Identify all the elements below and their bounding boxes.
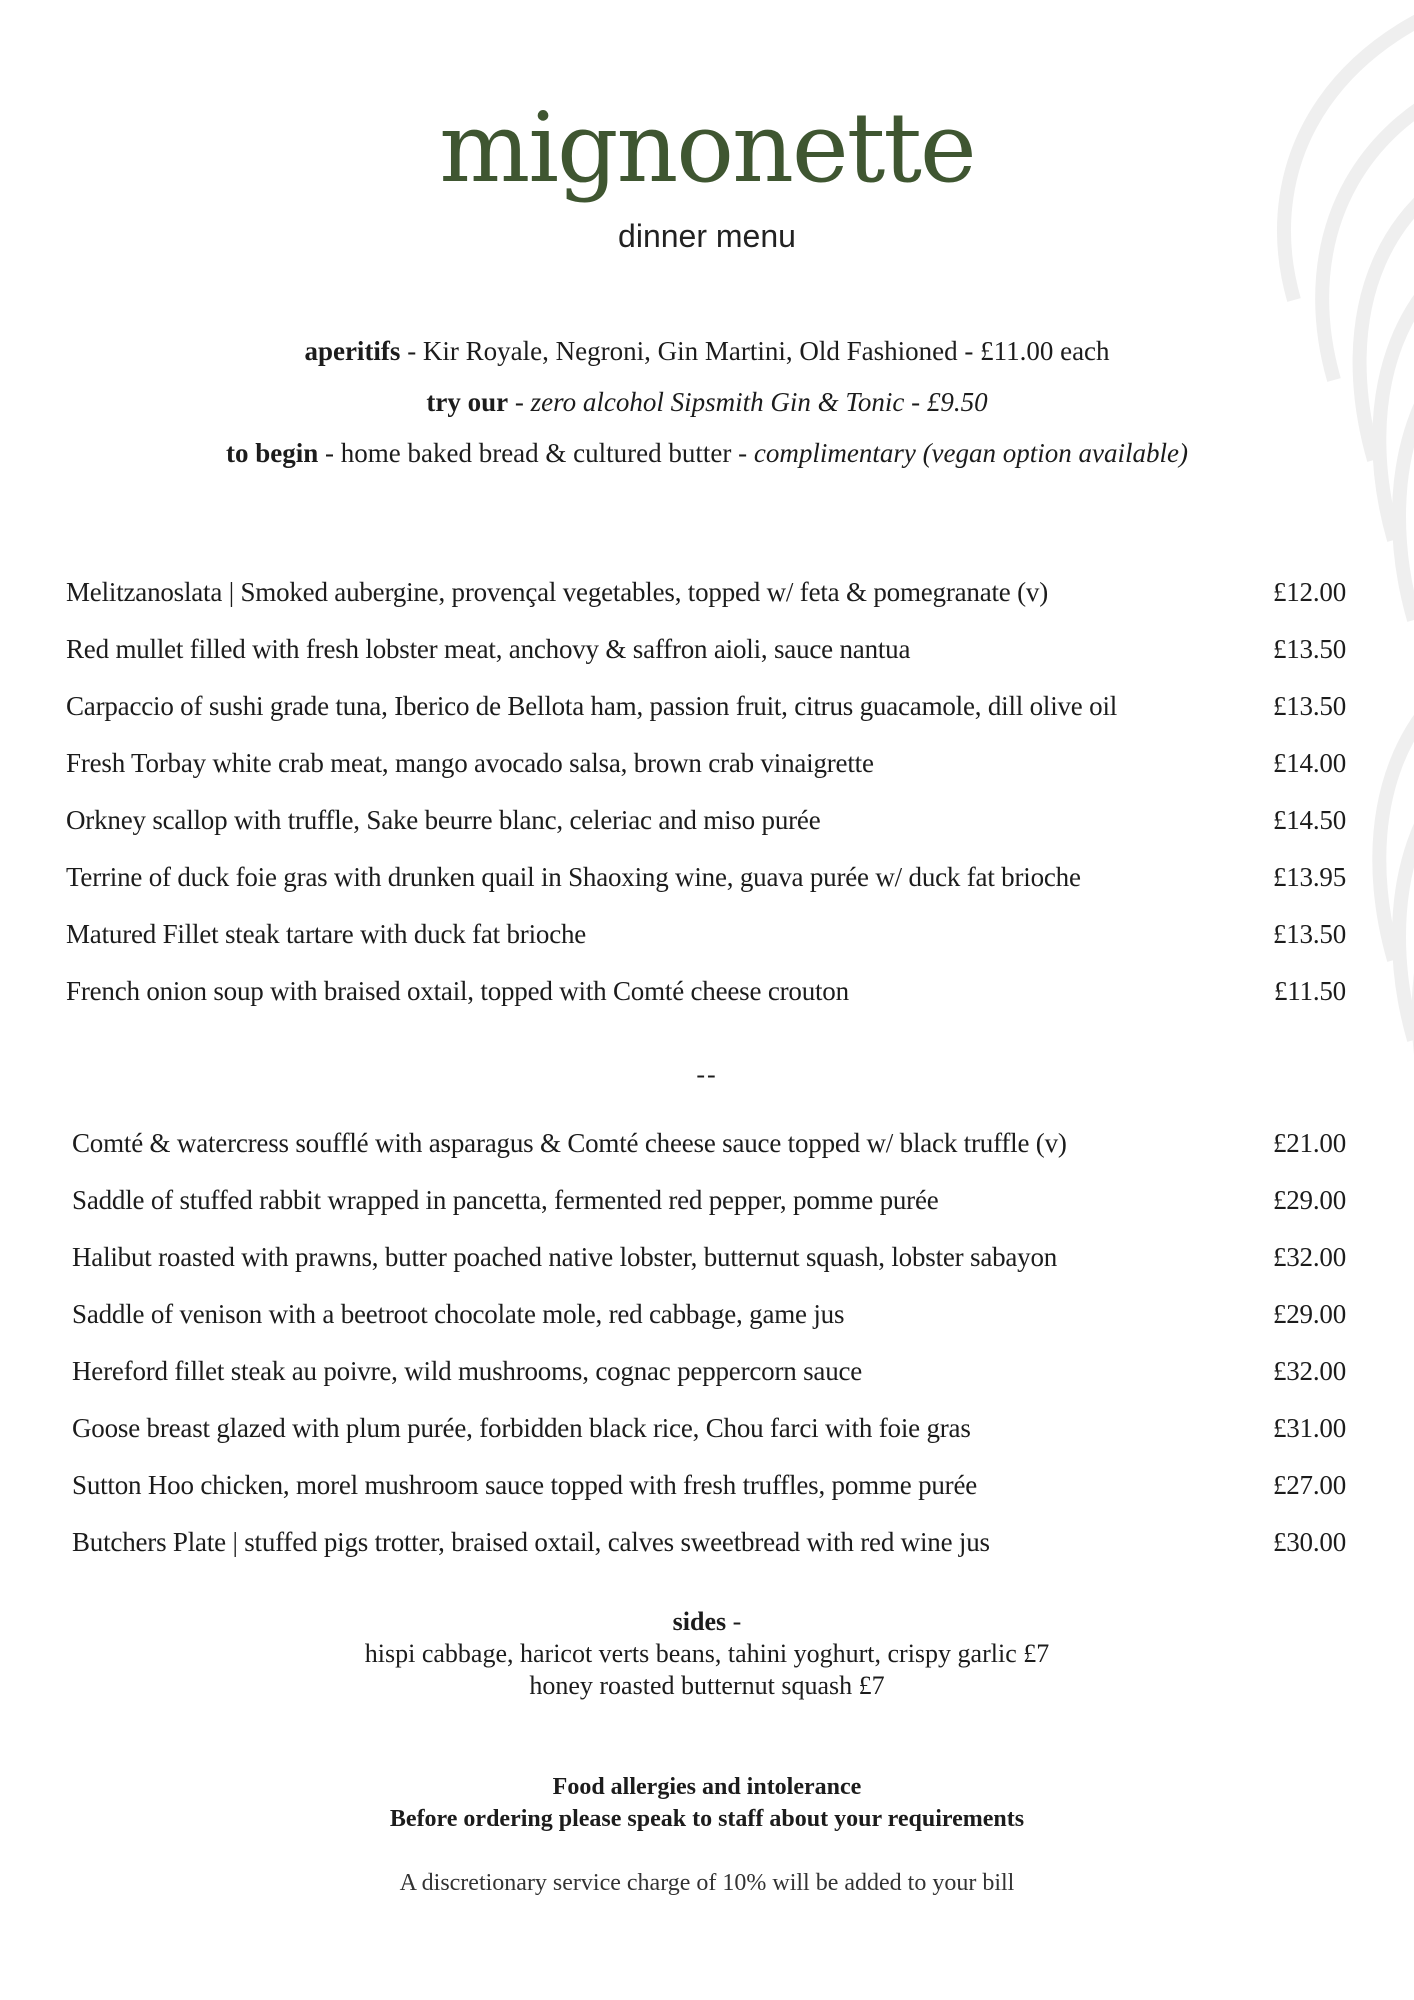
menu-item [66,634,1346,691]
menu-item [66,691,1346,748]
sides-line-1: hispi cabbage, haricot verts beans, tahini yoghurt, crispy garlic £7 [364,1639,1050,1668]
item-name: Fresh Torbay white crab meat, mango avocado salsa, brown crab vinaigrette [66,748,874,778]
allergy-line-1: Food allergies and intolerance [552,1774,862,1800]
try-our-text: zero alcohol Sipsmith Gin & Tonic - £9.50 [530,387,988,417]
item-price: £21.00 [1272,1128,1346,1158]
item-name: Melitzanoslata | Smoked aubergine, provençal vegetables, topped w/ feta & pomegranate (v) [66,577,1049,607]
item-name: Terrine of duck foie gras with drunken quail in Shaoxing wine, guava purée w/ duck fat brioche [66,862,1081,892]
item-price: £14.00 [1272,748,1346,778]
menu-item [72,1527,1346,1584]
aperitifs-label: aperitifs [304,336,401,366]
sides-heading [0,1606,1414,1638]
menu-item [66,805,1346,862]
item-name: Red mullet filled with fresh lobster meat, anchovy & saffron aioli, sauce nantua [66,634,911,664]
try-our-line [0,377,1414,428]
menu-item [72,1242,1346,1299]
item-price: £13.50 [1272,634,1346,664]
to-begin-note: complimentary (vegan option available) [753,438,1188,468]
menu-item [66,919,1346,976]
item-name: Halibut roasted with prawns, butter poached native lobster, butternut squash, lobster sabayon [72,1242,1058,1272]
item-price: £29.00 [1272,1185,1346,1215]
menu-item [72,1299,1346,1356]
sides-title: sides [672,1607,727,1636]
sides-line-2: honey roasted butternut squash £7 [529,1671,885,1700]
item-price: £30.00 [1272,1527,1346,1557]
item-name: Carpaccio of sushi grade tuna, Iberico de Bellota ham, passion fruit, citrus guacamole, dill olive oil [66,691,1118,721]
item-name: Saddle of venison with a beetroot chocolate mole, red cabbage, game jus [72,1299,845,1329]
course-divider: -- [696,1060,718,1089]
item-name: Comté & watercress soufflé with asparagus & Comté cheese sauce topped w/ black truffle (v) [72,1128,1067,1158]
to-begin-label: to begin [226,438,319,468]
item-name: Hereford fillet steak au poivre, wild mushrooms, cognac peppercorn sauce [72,1356,863,1386]
try-our-label: try our [426,387,509,417]
item-price: £13.50 [1272,919,1346,949]
menu-item [72,1413,1346,1470]
menu-item [66,976,1346,1033]
to-begin-text: - home baked bread & cultured butter - [318,438,754,468]
menu-item [72,1185,1346,1242]
item-price: £13.50 [1272,691,1346,721]
item-name: Matured Fillet steak tartare with duck fat brioche [66,919,587,949]
starters-list [66,577,1346,1033]
item-name: Sutton Hoo chicken, morel mushroom sauce topped with fresh truffles, pomme purée [72,1470,978,1500]
item-name: Butchers Plate | stuffed pigs trotter, braised oxtail, calves sweetbread with red wine jus [72,1527,990,1557]
aperitifs-line [0,326,1414,377]
item-price: £29.00 [1272,1299,1346,1329]
item-price: £32.00 [1272,1242,1346,1272]
menu-item [72,1128,1346,1185]
allergy-notice [0,1771,1414,1835]
try-our-sep: - [508,387,531,417]
item-price: £14.50 [1272,805,1346,835]
menu-item [72,1356,1346,1413]
restaurant-logo: mignonette [439,92,975,204]
intro-block [0,326,1414,479]
menu-item [66,748,1346,805]
item-name: Saddle of stuffed rabbit wrapped in pancetta, fermented red pepper, pomme purée [72,1185,939,1215]
to-begin-line [0,428,1414,479]
sides-section [0,1606,1414,1702]
aperitifs-text: - Kir Royale, Negroni, Gin Martini, Old Fashioned - £11.00 each [400,336,1110,366]
menu-item [66,577,1346,634]
item-price: £31.00 [1272,1413,1346,1443]
menu-subtitle: dinner menu [618,218,796,254]
item-name: French onion soup with braised oxtail, topped with Comté cheese crouton [66,976,849,1006]
menu-item [72,1470,1346,1527]
sides-title-suffix: - [726,1607,742,1636]
service-charge-note: A discretionary service charge of 10% will be added to your bill [399,1870,1015,1896]
item-price: £32.00 [1272,1356,1346,1386]
allergy-line-2: Before ordering please speak to staff about your requirements [389,1806,1025,1832]
item-price: £12.00 [1272,577,1346,607]
item-price: £13.95 [1272,862,1346,892]
item-name: Orkney scallop with truffle, Sake beurre blanc, celeriac and miso purée [66,805,821,835]
menu-item [66,862,1346,919]
mains-list [72,1128,1346,1584]
item-price: £27.00 [1272,1470,1346,1500]
item-name: Goose breast glazed with plum purée, forbidden black rice, Chou farci with foie gras [72,1413,971,1443]
item-price: £11.50 [1273,976,1346,1006]
